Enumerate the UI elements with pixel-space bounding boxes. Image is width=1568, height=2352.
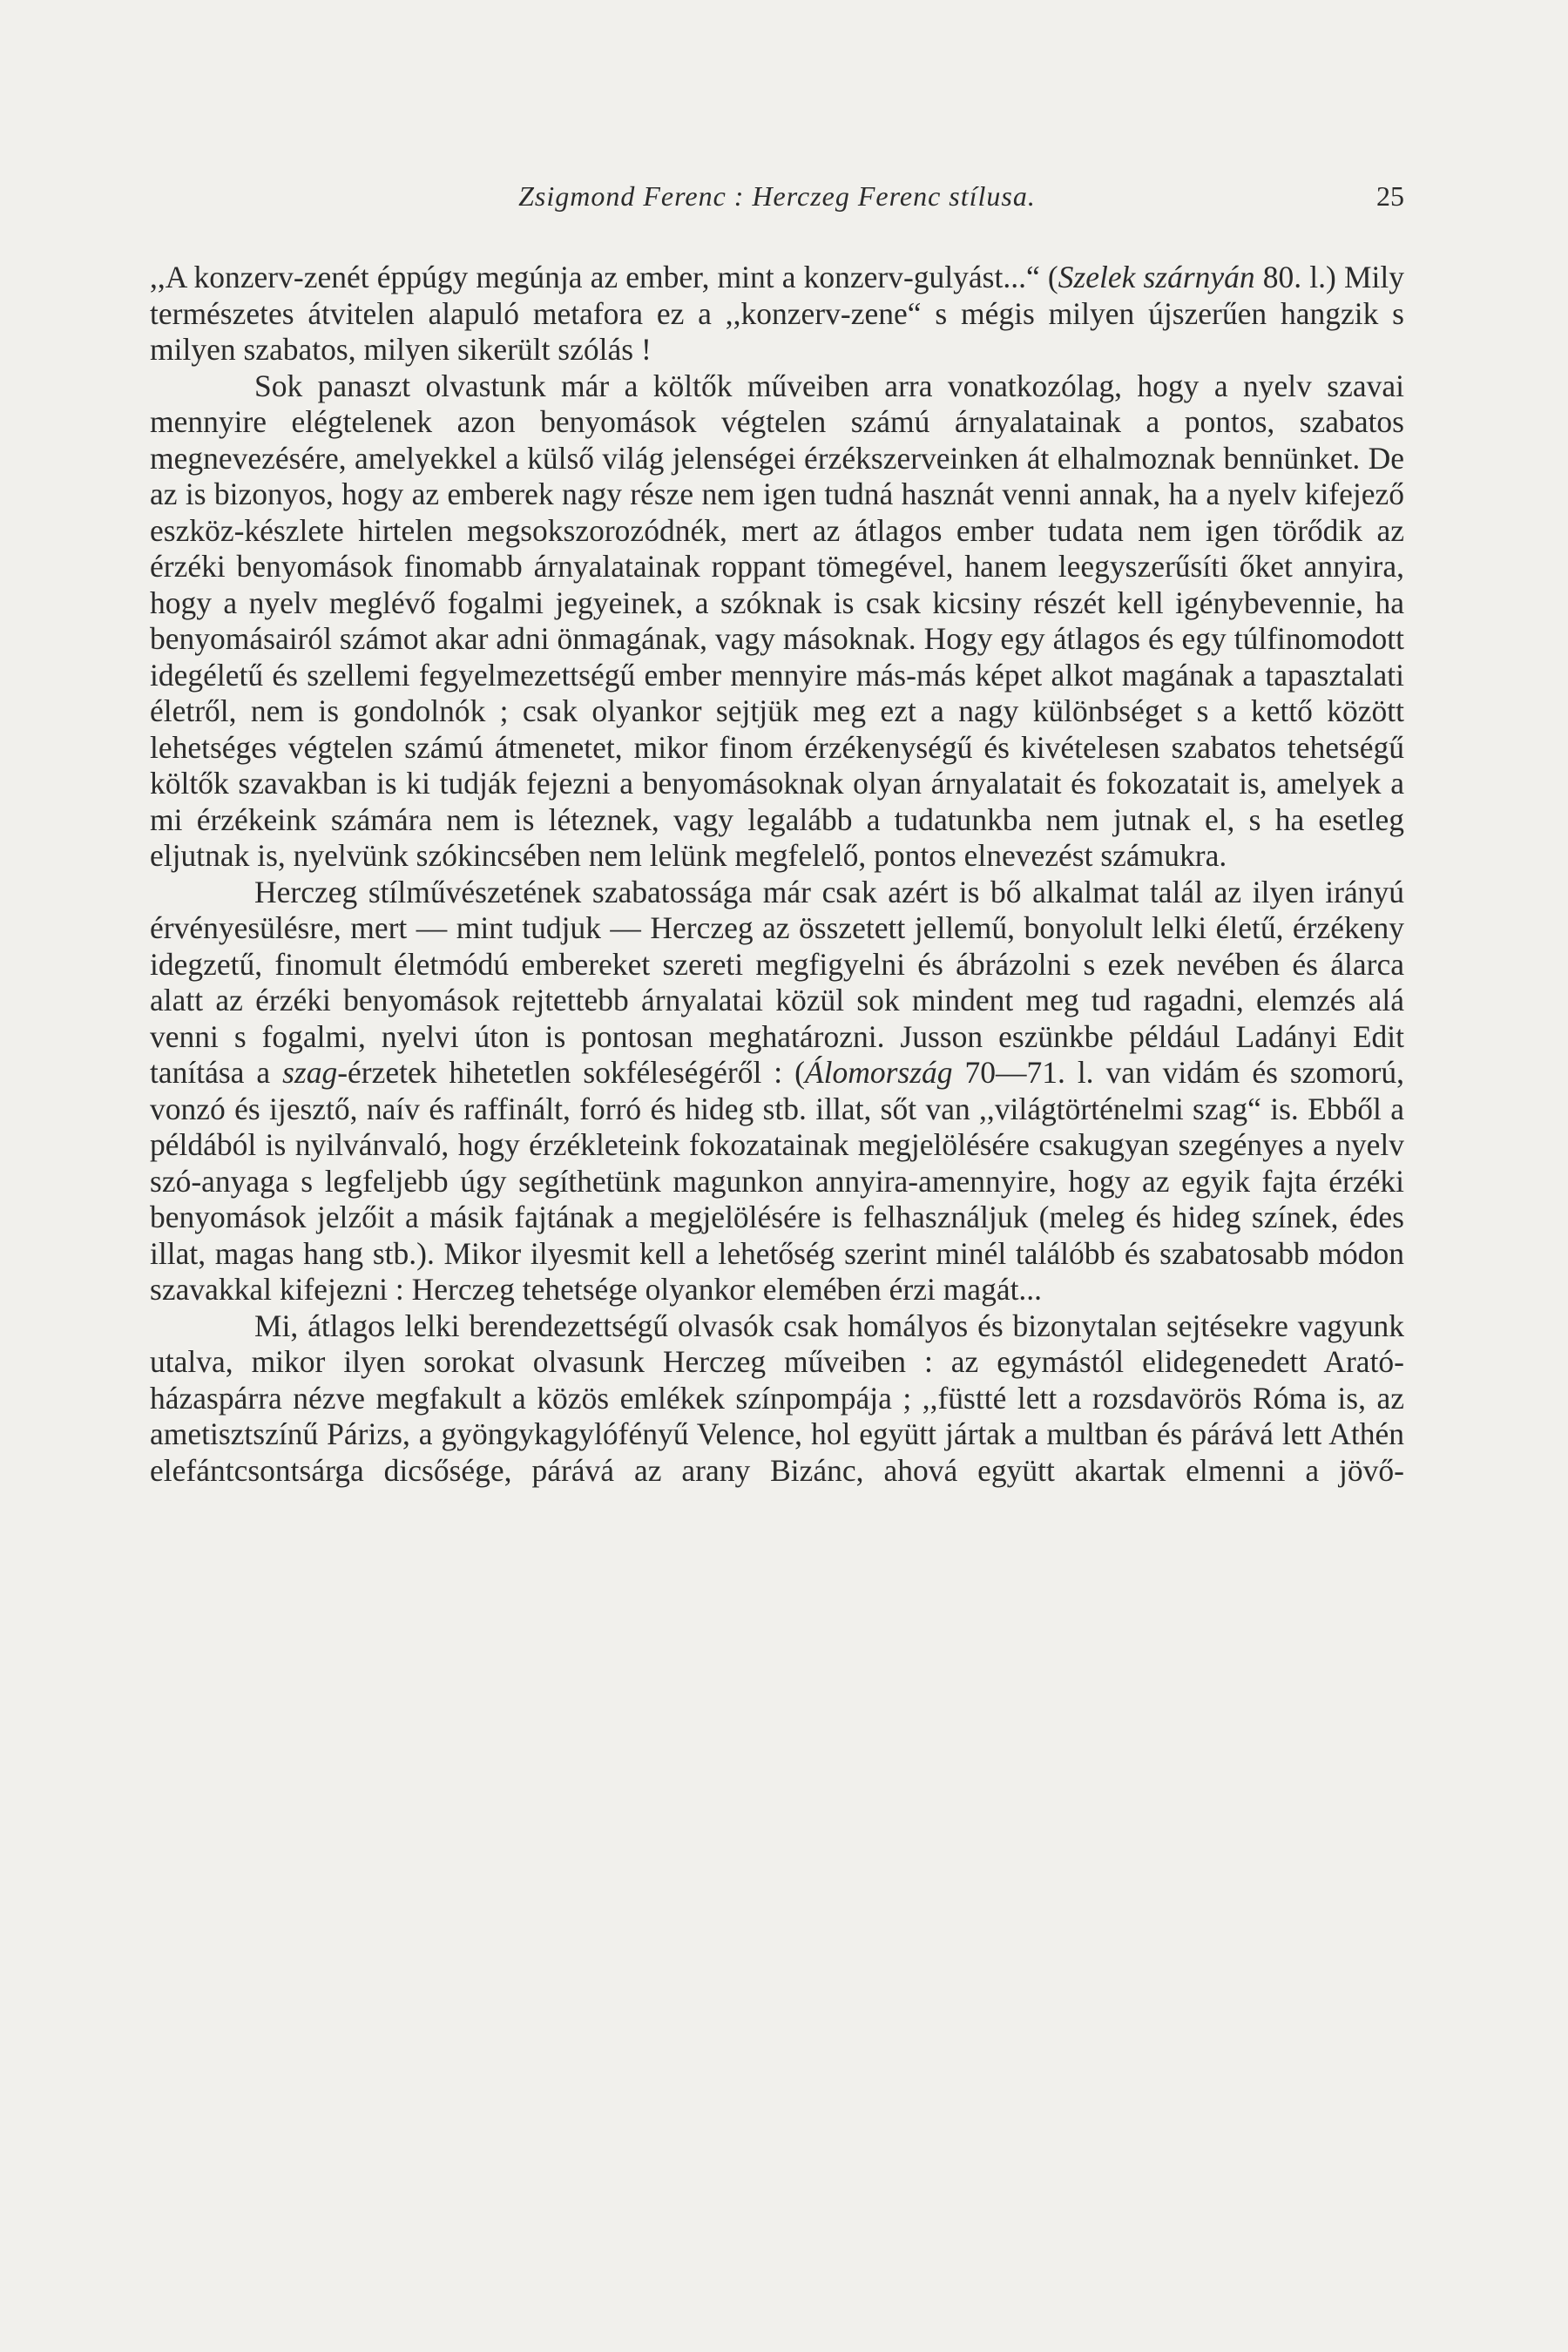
running-title: Zsigmond Ferenc : Herczeg Ferenc stílusa.: [518, 180, 1036, 212]
paragraph-1-text-1: ,,A konzerv-zenét éppúgy megúnja az ember, mint a konzerv-gulyást...“ (: [150, 260, 1058, 294]
paragraph-2: Sok panaszt olvastunk már a költők műveiben arra vonatkozólag, hogy a nyelv szavai mennyire elégtelenek azon benyomások végtelen számú árnyalatainak a pontos, szabatos megnevezésére, amelyekkel a külső világ jelenségei érzékszerveinken át elhalmoznak bennünket. De az is bizonyos, hogy az emberek nagy része nem igen tudná hasznát venni annak, ha a nyelv kifejező eszköz-készlete hirtelen megsokszorozódnék, mert az átlagos ember tudata nem igen törődik az érzéki benyomások finomabb árnyalatainak roppant tömegével, hanem leegyszerűsíti őket annyira, hogy a nyelv meglévő fogalmi jegyeinek, a szóknak is csak kicsiny részét kell igénybevennie, ha benyomásairól számot akar adni önmagának, vagy másoknak. Hogy egy átlagos és egy túlfinomodott idegéletű és szellemi fegyelmezettségű ember mennyire más-más képet alkot magának a tapasztalati életről, nem is gondolnók ; csak olyankor sejtjük meg ezt a nagy különbséget s a kettő között lehetséges végtelen számú átmenetet, mikor finom érzékenységű és kivételesen szabatos tehetségű költők szavakban is ki tudják fejezni a benyomásoknak olyan árnyalatait és fokozatait is, amelyek a mi érzékeink számára nem is léteznek, vagy legalább a tudatunkba nem jutnak el, s ha esetleg eljutnak is, nyelvünk szókincsében nem lelünk megfelelő, pontos elnevezést számukra.: [150, 368, 1404, 873]
paragraph-1: [150, 260, 1404, 368]
paragraph-3-text-3: 70—71. l. van vidám és szomorú, vonzó és ijesztő, naív és raffinált, forró és hideg stb. illat, sőt van ,,világtörténelmi szag“ is. Ebből a példából is nyilvánvaló, hogy érzékleteink fokozatainak megjelölésére csakugyan szegényes a nyelv szó-anyaga s legfeljebb úgy segíthetünk magunkon annyira-amennyire, hogy az egyik fajta érzéki benyomások jelzőit a másik fajtának a megjelölésére is felhasználjuk (meleg és hideg színek, édes illat, magas hang stb.). Mikor ilyesmit kell a lehetőség szerint minél találóbb és szabatosabb módon szavakkal kifejezni : Herczeg tehetsége olyankor elemében érzi magát...: [150, 1055, 1404, 1307]
paragraph-3-text-1: Herczeg stílművészetének szabatossága már csak azért is bő alkalmat talál az ilyen irányú érvényesülésre, mert — mint tudjuk — Herczeg az összetett jellemű, bonyolult lelki életű, érzékeny idegzetű, finomult életmódú embereket szereti megfigyelni és ábrázolni s ezek nevében és álarca alatt az érzéki benyomások rejtettebb árnyalatai közül sok mindent meg tud ragadni, elemzés alá venni s fogalmi, nyelvi úton is pontosan meghatározni. Jusson eszünkbe például Ladányi Edit tanítása a: [150, 874, 1404, 1090]
paragraph-1-text-2: 80. l.) Mily természetes átvitelen alapuló metafora ez a ,,konzerv-zene“ s mégis milyen újszerűen hangzik s milyen szabatos, milyen sikerült szólás !: [150, 260, 1404, 367]
page-number: 25: [1376, 180, 1404, 212]
paragraph-3-text-2: -érzetek hihetetlen sokféleségéről : (: [337, 1055, 805, 1090]
paragraph-4: Mi, átlagos lelki berendezettségű olvasók csak homályos és bizonytalan sejtésekre vagyunk utalva, mikor ilyen sorokat olvasunk Herczeg műveiben : az egymástól elidegenedett Arató-házaspárra nézve megfakult a közös emlékek színpompája ; ,,füstté lett a rozsdavörös Róma is, az ametisztszínű Párizs, a gyöngykagylófényű Velence, hol együtt jártak a multban és párává lett Athén elefántcsontsárga dicsősége, párává az arany Bizánc, ahová együtt akartak elmenni a jövő-: [150, 1308, 1404, 1488]
running-header: [150, 174, 1404, 218]
paragraph-3: [150, 875, 1404, 1308]
book-title-alomorszag: Álomország: [804, 1055, 953, 1090]
book-title-szelek-szarnyan: Szelek szárnyán: [1058, 260, 1255, 294]
body-text: [150, 260, 1404, 1489]
italic-word-szag: szag: [282, 1055, 338, 1090]
